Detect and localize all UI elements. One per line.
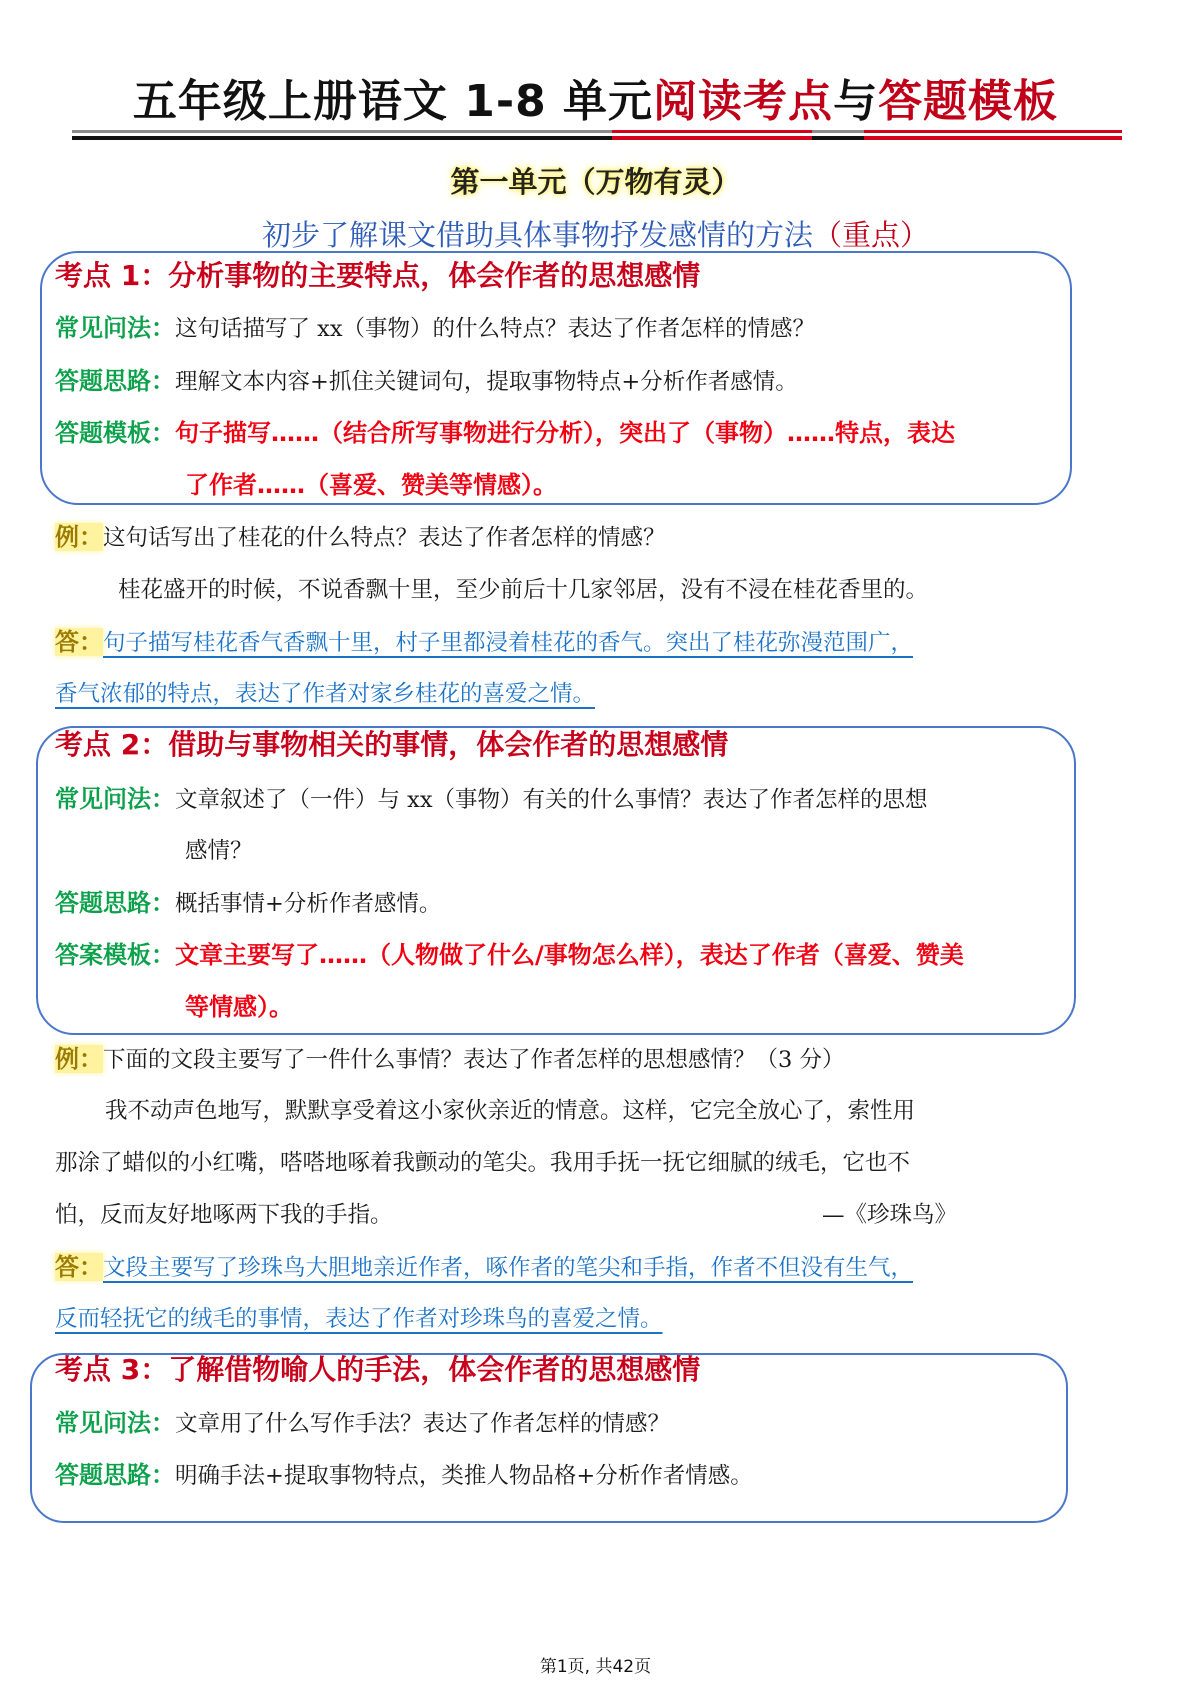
row-text: 文章用了什么写作手法？表达了作者怎样的情感？ (175, 1411, 671, 1437)
example-tag: 例： (55, 1045, 103, 1073)
template-text-line1: 文章主要写了……（人物做了什么/事物怎么样），表达了作者（喜爱、赞美 (175, 941, 964, 969)
example-question-text: 这句话写出了桂花的什么特点？表达了作者怎样的情感？ (103, 525, 666, 551)
row-label: 答题思路： (55, 367, 175, 395)
row-label: 答案模板： (55, 941, 175, 969)
kaodian-3-title: 考点 3：了解借物喻人的手法，体会作者的思想感情 (55, 1353, 701, 1386)
example-2-source (822, 1187, 957, 1243)
kaodian-2-template-row (55, 927, 964, 984)
example-2-passage-line2 (55, 1135, 910, 1191)
passage-text: 那涂了蜡似的小红嘴，嗒嗒地啄着我颤动的笔尖。我用手抚一抚它细腻的绒毛，它也不 (55, 1150, 911, 1176)
row-label: 常见问法： (55, 314, 175, 342)
example-2-answer (55, 1239, 913, 1296)
answer-text-line2: 香气浓郁的特点，表达了作者对家乡桂花的喜爱之情。 (55, 681, 596, 707)
row-label: 常见问法： (55, 1409, 175, 1437)
row-text-line2: 感情？ (185, 838, 253, 864)
row-text-line1: 文章叙述了（一件）与 xx（事物）有关的什么事情？表达了作者怎样的思想 (175, 787, 928, 813)
kaodian-1-approach-row (55, 353, 798, 410)
row-text: 明确手法+提取事物特点，类推人物品格+分析作者情感。 (175, 1463, 753, 1489)
subheading-key-marker: （重点） (813, 218, 930, 252)
example-1-answer (55, 614, 913, 671)
example-1-question (55, 509, 666, 566)
row-text: 概括事情+分析作者感情。 (175, 891, 442, 917)
kaodian-2-title: 考点 2：借助与事物相关的事情，体会作者的思想感情 (55, 728, 729, 761)
example-tag: 例： (55, 523, 103, 551)
template-text-line2: 了作者……（喜爱、赞美等情感）。 (185, 471, 557, 499)
example-2-passage-line3 (55, 1187, 393, 1243)
answer-tag: 答： (55, 628, 103, 656)
page-indicator: 第1页, 共42页 (539, 1657, 652, 1677)
kaodian-1-question-row (55, 300, 815, 357)
row-label: 答题思路： (55, 1461, 175, 1489)
passage-text: 怕，反而友好地啄两下我的手指。 (55, 1202, 393, 1228)
row-text: 这句话描写了 xx（事物）的什么特点？表达了作者怎样的情感？ (175, 316, 816, 342)
example-2-answer-cont (55, 1291, 663, 1347)
source-citation: —《珍珠鸟》 (822, 1202, 958, 1228)
example-question-text: 下面的文段主要写了一件什么事情？表达了作者怎样的思想感情？（3 分） (103, 1047, 845, 1073)
answer-tag: 答： (55, 1253, 103, 1281)
document-title (0, 72, 1191, 132)
answer-text-line1: 句子描写桂花香气香飘十里，村子里都浸着桂花的香气。突出了桂花弥漫范围广， (103, 630, 914, 656)
kaodian-1-template-row-cont (185, 457, 557, 514)
kaodian-2-approach-row (55, 875, 441, 932)
title-part-and: 与 (833, 76, 879, 127)
example-1-passage (118, 562, 928, 618)
example-1-answer-cont (55, 666, 595, 722)
row-label: 答题模板： (55, 419, 175, 447)
kaodian-3-question-row (55, 1395, 670, 1452)
passage-text: 我不动声色地写，默默享受着这小家伙亲近的情意。这样，它完全放心了，索性用 (105, 1098, 916, 1124)
template-text-line1: 句子描写……（结合所写事物进行分析），突出了（事物）……特点，表达 (175, 419, 955, 447)
subheading-text: 初步了解课文借助具体事物抒发感情的方法 (261, 218, 813, 252)
example-2-passage-line1 (105, 1083, 915, 1139)
passage-text: 桂花盛开的时候，不说香飘十里，至少前后十几家邻居，没有不浸在桂花香里的。 (118, 577, 929, 603)
row-label: 常见问法： (55, 785, 175, 813)
row-text: 理解文本内容+抓住关键词句，提取事物特点+分析作者感情。 (175, 369, 798, 395)
kaodian-2-question-row (55, 771, 928, 828)
unit-title (0, 162, 1191, 202)
kaodian-2-question-row-cont (185, 823, 253, 879)
row-label: 答题思路： (55, 889, 175, 917)
title-underline-divider (72, 130, 1122, 140)
kaodian-1-title: 考点 1：分析事物的主要特点，体会作者的思想感情 (55, 259, 701, 292)
kaodian-3-approach-row (55, 1447, 753, 1504)
example-2-question (55, 1031, 844, 1088)
title-part-reading-points: 阅读考点 (653, 76, 834, 127)
kaodian-2-template-row-cont (185, 979, 293, 1036)
title-part-grade: 五年级上册语文 1-8 单元 (132, 76, 654, 127)
answer-text-line1: 文段主要写了珍珠鸟大胆地亲近作者，啄作者的笔尖和手指，作者不但没有生气， (103, 1255, 914, 1281)
answer-text-line2: 反而轻抚它的绒毛的事情，表达了作者对珍珠鸟的喜爱之情。 (55, 1306, 663, 1332)
kaodian-1-template-row (55, 405, 955, 462)
unit-subheading (0, 215, 1191, 255)
template-text-line2: 等情感）。 (185, 993, 293, 1021)
title-part-answer-templates: 答题模板 (878, 76, 1059, 127)
unit-title-text: 第一单元（万物有灵） (450, 165, 741, 199)
